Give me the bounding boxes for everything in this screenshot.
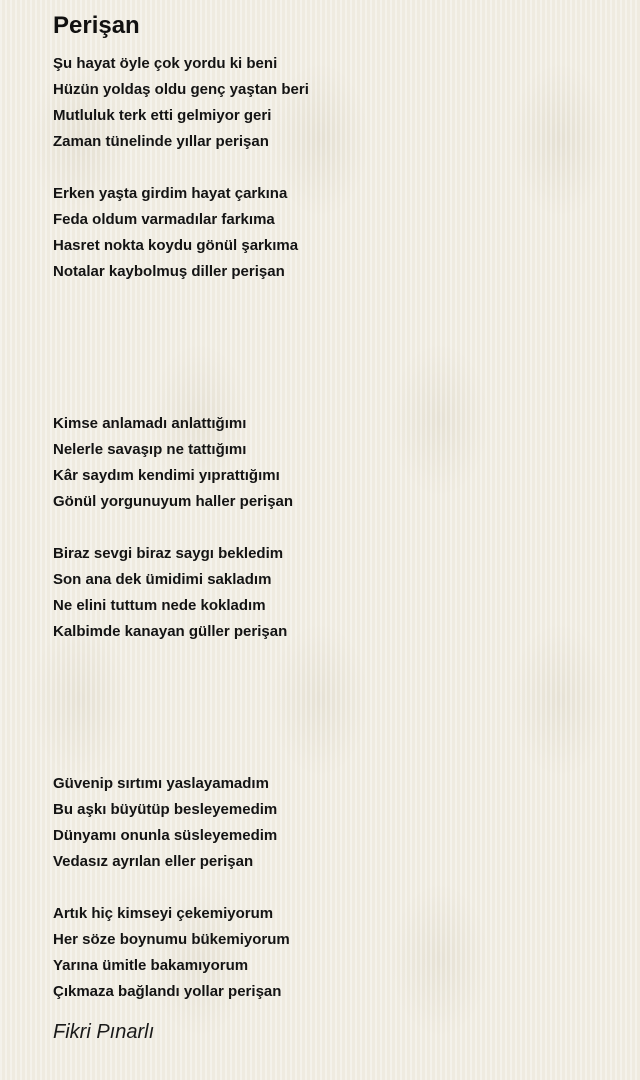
poem-line: Güvenip sırtımı yaslayamadım (53, 775, 269, 792)
poem-line: Feda oldum varmadılar farkıma (53, 211, 275, 228)
poem-line: Dünyamı onunla süsleyemedim (53, 827, 278, 844)
poem-line: Bu aşkı büyütüp besleyemedim (53, 801, 278, 818)
poem-line: Yarına ümitle bakamıyorum (53, 957, 249, 974)
poem-line: Mutluluk terk etti gelmiyor geri (53, 107, 272, 124)
poem-line: Son ana dek ümidimi sakladım (53, 571, 272, 588)
poem-title: Perişan (53, 12, 140, 39)
poem-line: Zaman tünelinde yıllar perişan (53, 133, 269, 150)
poem-line: Biraz sevgi biraz saygı bekledim (53, 545, 284, 562)
poem-line: Vedasız ayrılan eller perişan (53, 853, 254, 870)
poem-line: Hasret nokta koydu gönül şarkıma (53, 237, 299, 254)
poem-line: Her söze boynumu bükemiyorum (53, 931, 290, 948)
poem-line: Artık hiç kimseyi çekemiyorum (53, 905, 274, 922)
poem-author: Fikri Pınarlı (53, 1021, 155, 1043)
poem-line: Nelerle savaşıp ne tattığımı (53, 441, 247, 458)
poem-line: Notalar kaybolmuş diller perişan (53, 263, 285, 280)
poem-line: Kâr saydım kendimi yıprattığımı (53, 467, 280, 484)
poem-line: Kalbimde kanayan güller perişan (53, 623, 288, 640)
poem-line: Şu hayat öyle çok yordu ki beni (53, 55, 278, 72)
poem-line: Erken yaşta girdim hayat çarkına (53, 185, 288, 202)
poem-line: Çıkmaza bağlandı yollar perişan (53, 983, 282, 1000)
poem-line: Kimse anlamadı anlattığımı (53, 415, 247, 432)
poem-line: Hüzün yoldaş oldu genç yaştan beri (53, 81, 309, 98)
poem-line: Ne elini tuttum nede kokladım (53, 597, 266, 614)
poem-line: Gönül yorgunuyum haller perişan (53, 493, 294, 510)
